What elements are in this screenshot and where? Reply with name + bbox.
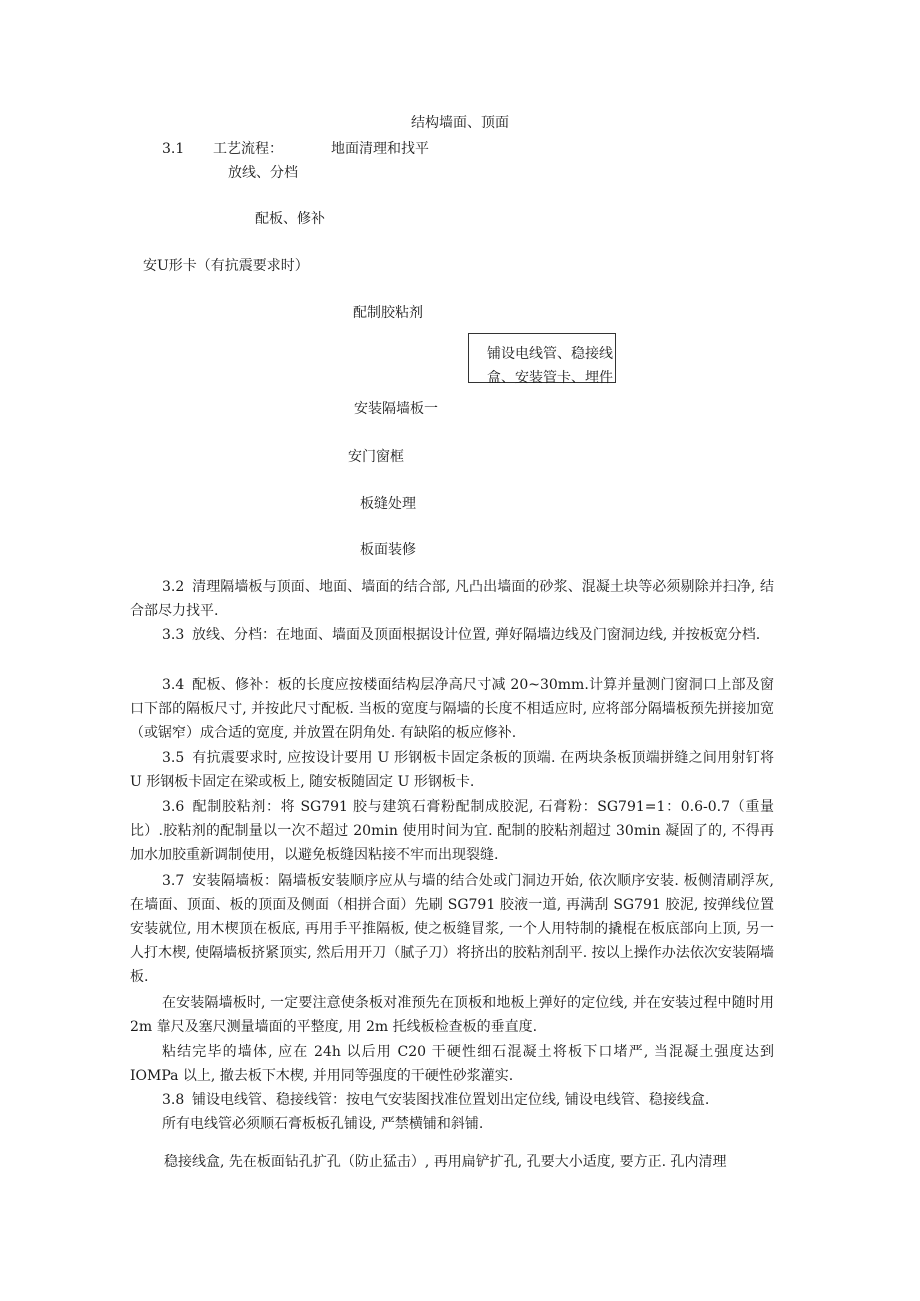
section-3-5 [130, 746, 774, 794]
section-number: 3.8 [162, 1092, 185, 1108]
flow-step-door-frame: 安门窗框 [348, 449, 404, 465]
section-3-3 [130, 623, 774, 647]
flow-step-adhesive: 配制胶粘剂 [353, 305, 423, 321]
section-number: 3.2 [162, 579, 185, 595]
flow-step-surface-finish: 板面装修 [360, 542, 416, 558]
section-number: 3.6 [162, 799, 185, 815]
flow-step-layout: 放线、分档 [228, 165, 298, 181]
flow-side-box-line-2: 盒、安装管卡、埋件 [487, 370, 613, 386]
section-3-8-line-2: 所有电线管必须顺石膏板板孔铺设, 严禁横铺和斜铺. [162, 1116, 484, 1132]
section-text: 放线、分档：在地面、墙面及顶面根据设计位置, 弹好隔墙边线及门窗洞边线, 并按板宽分档. [192, 627, 761, 643]
flow-side-box [468, 333, 616, 386]
flow-side-box-line-1: 铺设电线管、稳接线 [487, 346, 613, 362]
section-number: 3.4 [162, 677, 185, 693]
flow-step-board-fitting: 配板、修补 [255, 211, 325, 227]
section-3-1-label: 工艺流程： [213, 141, 283, 157]
section-text: 有抗震要求时, 应按设计要用 U 形钢板卡固定条板的顶端. 在两块条板顶端拼缝之间用射钉将 U 形钢板卡固定在梁或板上, 随安板随固定 U 形钢板卡. [130, 750, 774, 790]
paragraph-bonding: 粘结完毕的墙体, 应在 24h 以后用 C20 干硬性细石混凝土将板下口堵严, 当混凝土强度达到 IOMPa 以上, 撤去板下木楔, 并用同等强度的干硬性砂浆灌实. [130, 1044, 774, 1084]
flow-step-u-clip: 安U形卡（有抗震要求时） [143, 258, 309, 274]
flow-step-ground-leveling: 地面清理和找平 [331, 141, 429, 157]
section-3-2 [130, 575, 774, 623]
section-text: 铺设电线管、稳接线管：按电气安装图找准位置划出定位线, 铺设电线管、稳接线盒. [192, 1092, 710, 1108]
section-number: 3.3 [162, 627, 185, 643]
section-text: 清理隔墙板与顶面、地面、墙面的结合部, 凡凸出墙面的砂浆、混凝土块等必须剔除并扫净, 结合部尽力找平. [130, 579, 774, 619]
section-3-4 [130, 673, 774, 745]
section-3-6 [130, 795, 774, 867]
paragraph-install-notes: 在安装隔墙板时, 一定要注意使条板对准预先在顶板和地板上弹好的定位线, 并在安装过程中随时用 2m 靠尺及塞尺测量墙面的平整度, 用 2m 托线板检查板的垂直度. [130, 995, 774, 1035]
section-number: 3.5 [162, 750, 185, 766]
flow-step-joint-treatment: 板缝处理 [360, 496, 416, 512]
section-3-8 [130, 1088, 774, 1112]
section-text: 安装隔墙板：隔墙板安装顺序应从与墙的结合处或门洞边开始, 依次顺序安装. 板侧清刷浮灰, 在墙面、顶面、板的顶面及侧面（相拼合面）先刷 SG791 胶液一道, 再满刮 SG791 胶泥, 按弹线位置安装就位, 用木楔顶在板底, 再用手平推隔板, 使之板缝冒浆, 一个人用特制的撬棍在板底部向上顶, 另一人打木楔, 使隔墙板挤紧顶实, 然后用开刀（腻子刀）将挤出的胶粘剂刮平. 按以上操作办法依次安装隔墙板. [130, 873, 774, 985]
section-text: 配制胶粘剂：将 SG791 胶与建筑石膏粉配制成胶泥, 石膏粉：SG791=1：0.6-0.7（重量比）.胶粘剂的配制量以一次不超过 20min 使用时间为宜. 配制的胶粘剂超过 30min 凝固了的, 不得再加水加胶重新调制使用，以避免板缝因粘接不牢而出现裂缝. [130, 799, 774, 863]
section-3-7 [130, 869, 774, 989]
paragraph-junction-box: 稳接线盒, 先在板面钻孔扩孔（防止猛击）, 再用扁铲扩孔, 孔要大小适度, 要方正. 孔内清理 [164, 1154, 727, 1170]
section-3-1-number: 3.1 [162, 141, 185, 157]
section-text: 配板、修补：板的长度应按楼面结构层净高尺寸减 20~30mm.计算并量测门窗洞口上部及窗口下部的隔板尺寸, 并按此尺寸配板. 当板的宽度与隔墙的长度不相适应时, 应将部分隔墙板预先拼接加宽（或锯窄）成合适的宽度, 并放置在阴角处. 有缺陷的板应修补. [130, 677, 774, 741]
flow-step-install-board: 安装隔墙板一 [354, 401, 438, 417]
header-title: 结构墙面、顶面 [411, 115, 509, 131]
section-number: 3.7 [162, 873, 185, 889]
